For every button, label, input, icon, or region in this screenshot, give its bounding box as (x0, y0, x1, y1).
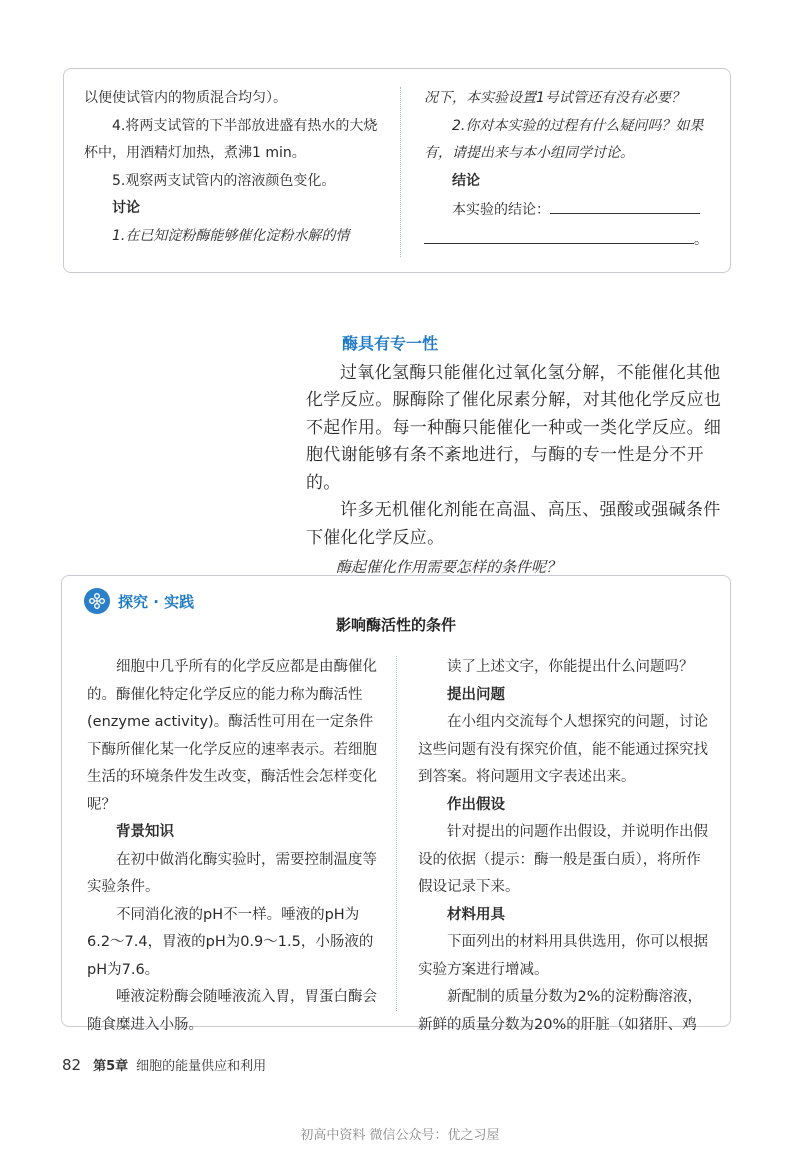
background-heading: 背景知识 (116, 824, 174, 840)
materials-paragraph-2: 新配制的质量分数为2%的淀粉酶溶液，新鲜的质量分数为20%的肝脏（如猪肝、鸡 (418, 989, 703, 1033)
discussion-question-1-cont: 况下，本实验设置1号试管还有没有必要？ (424, 90, 685, 106)
conclusion-end-mark: 。 (694, 231, 708, 248)
box2-right-column (418, 654, 714, 1039)
hypothesis-heading: 作出假设 (447, 796, 505, 813)
section-paragraph-2: 许多无机催化剂能在高温、高压、强酸或强碱条件下催化化学反应。 (306, 500, 721, 548)
conclusion-heading: 结论 (452, 172, 480, 189)
section-question: 酶起催化作用需要怎样的条件呢？ (336, 558, 562, 576)
chapter-title: 细胞的能量供应和利用 (136, 1059, 267, 1074)
materials-paragraph-1: 下面列出的材料用具供选用，你可以根据实验方案进行增减。 (418, 934, 708, 978)
inquiry-tag (84, 588, 194, 614)
section-paragraph-1: 过氧化氢酶只能催化过氧化氢分解，不能催化其他化学反应。脲酶除了催化尿素分解，对其他化学反应也不起作用。每一种酶只能催化一种或一类化学反应。细胞代谢能够有条不紊地进行，与酶的专一性是分不开的。 (306, 362, 722, 493)
hypothesis-paragraph: 针对提出的问题作出假设，并说明作出假设的依据（提示：酶一般是蛋白质），将所作假设记录下来。 (418, 824, 708, 895)
box2-left-column (87, 654, 379, 1039)
prompt-paragraph: 读了上述文字，你能提出什么问题吗？ (447, 659, 694, 675)
step-5: 5.观察两支试管内的溶液颜色变化。 (112, 172, 336, 189)
experiment-steps-box (63, 68, 731, 273)
conclusion-line (424, 195, 719, 225)
enzyme-specificity-section (306, 330, 736, 582)
background-paragraph-3: 唾液淀粉酶会随唾液流入胃，胃蛋白酶会随食糜进入小肠。 (87, 989, 377, 1033)
section-title: 酶具有专一性 (342, 334, 439, 353)
step-continuation: 以便使试管内的物质混合均匀）。 (84, 90, 287, 106)
ask-question-paragraph: 在小组内交流每个人想探究的问题，讨论这些问题有没有探究价值，能不能通过探究找到答案。将问题用文字表述出来。 (418, 714, 708, 785)
box1-right-column (424, 85, 719, 254)
chapter-label: 第5章 (93, 1059, 129, 1074)
conclusion-line-2 (424, 225, 719, 255)
conclusion-label: 本实验的结论： (452, 202, 550, 218)
molecule-icon (84, 588, 110, 614)
inquiry-practice-box (61, 575, 731, 1033)
step-4: 4.将两支试管的下半部放进盛有热水的大烧杯中，用酒精灯加热，煮沸1 min。 (84, 117, 378, 161)
discussion-question-1: 1.在已知淀粉酶能够催化淀粉水解的情 (112, 227, 350, 244)
discussion-heading: 讨论 (112, 200, 140, 216)
ask-question-heading: 提出问题 (447, 686, 505, 703)
intro-paragraph: 细胞中几乎所有的化学反应都是由酶催化的。酶催化特定化学反应的能力称为酶活性 (enzyme activity)。酶活性可用在一定条件下酶所催化某一化学反应的速率表示。若细胞生活的环境条件发生改变，酶活性会怎样变化呢？ (87, 659, 377, 813)
conclusion-blank-1 (550, 195, 700, 214)
column-divider (396, 656, 397, 1011)
materials-heading: 材料用具 (447, 906, 505, 923)
inquiry-title: 影响酶活性的条件 (335, 616, 456, 634)
watermark: 初高中资料 微信公众号：优之习屋 (300, 1128, 500, 1143)
column-divider (400, 87, 401, 257)
background-paragraph-2: 不同消化液的pH不一样。唾液的pH为6.2～7.4，胃液的pH为0.9～1.5，小肠液的pH为7.6。 (87, 906, 374, 978)
inquiry-tag-label: 探究 · 实践 (118, 592, 195, 611)
page-footer (62, 1055, 266, 1074)
conclusion-blank-2 (424, 225, 694, 244)
background-paragraph-1: 在初中做消化酶实验时，需要控制温度等实验条件。 (87, 851, 377, 895)
discussion-question-2: 2.你对本实验的过程有什么疑问吗？如果有，请提出来与本小组同学讨论。 (424, 117, 704, 161)
box1-left-column (84, 85, 384, 250)
page-number: 82 (62, 1056, 82, 1074)
